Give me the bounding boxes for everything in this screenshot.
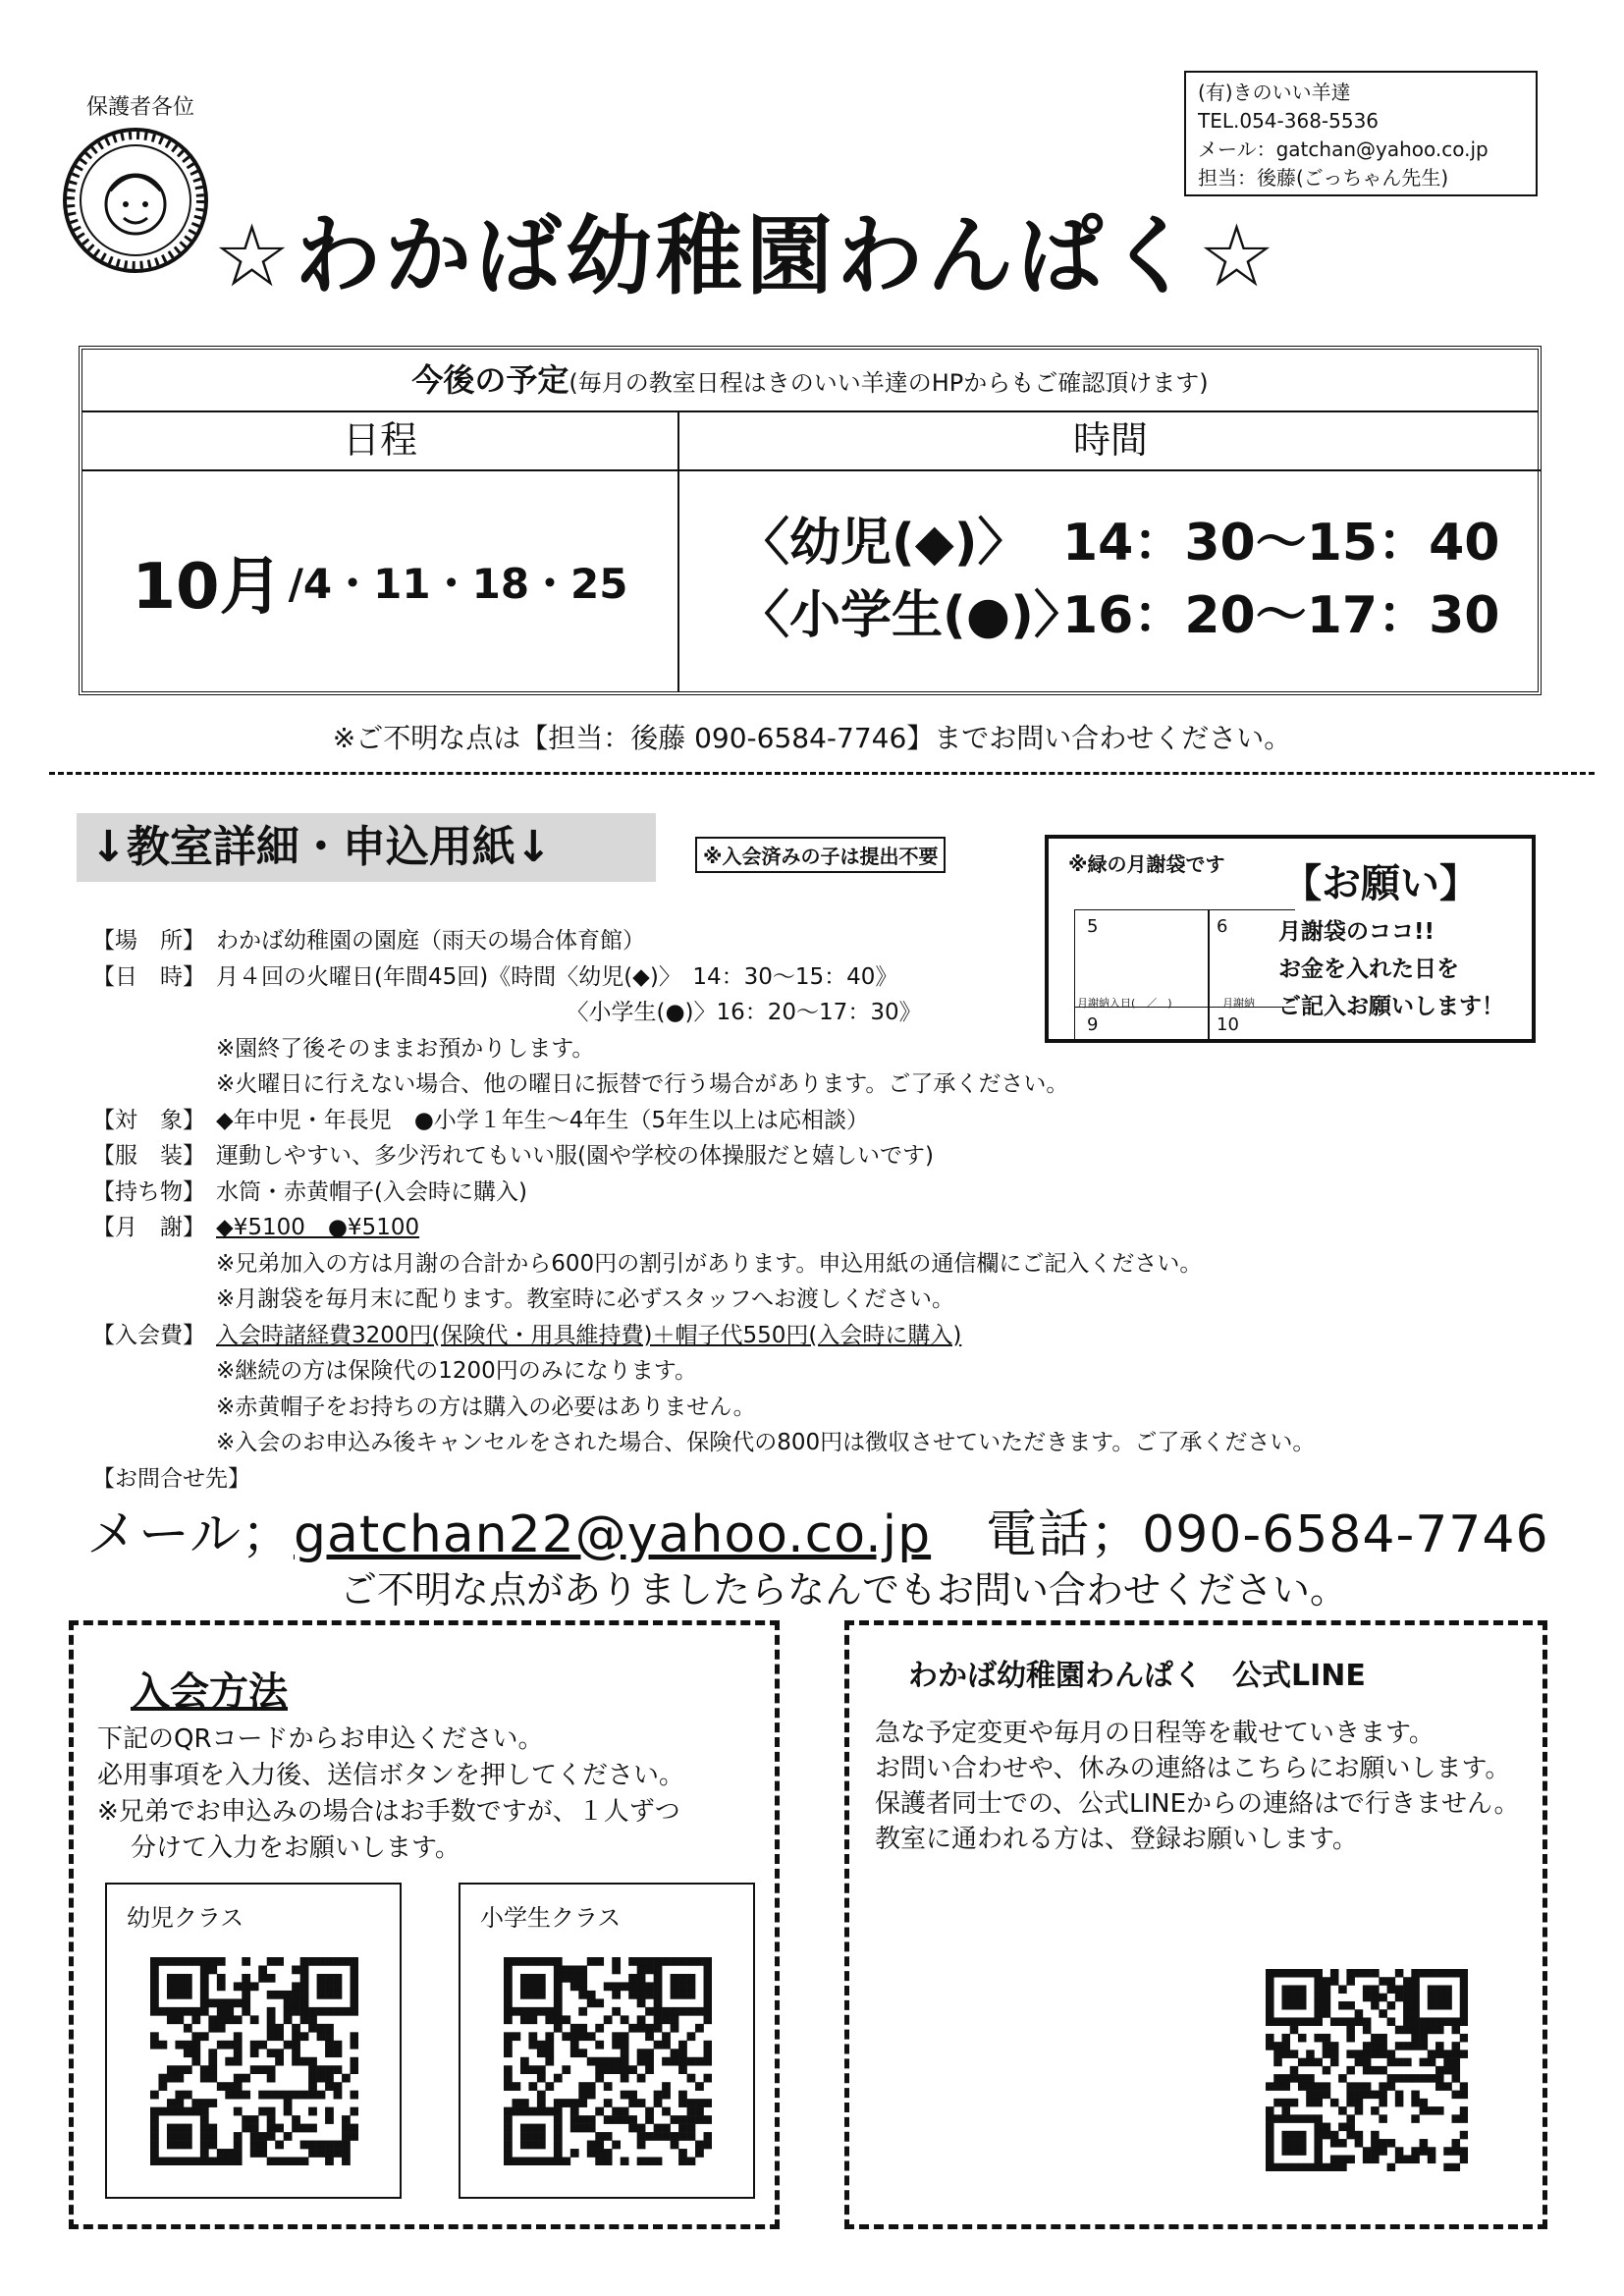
detail-text: ※火曜日に行えない場合、他の曜日に振替で行う場合があります。ご了承ください。 [216, 1071, 1069, 1097]
envelope-stamp-text: 月謝納入日( ／ ) [1077, 997, 1172, 1010]
detail-label: 【服 装】 [92, 1143, 205, 1169]
envelope-number: 5 [1087, 916, 1099, 937]
request-line: 月謝袋のココ!! [1278, 919, 1435, 945]
company-staff: 担当：後藤(ごっちゃん先生) [1198, 166, 1449, 190]
request-line: ご記入お願いします！ [1278, 994, 1504, 1019]
schedule-heading-row [82, 350, 1538, 412]
detail-text: 水筒・赤黄帽子(入会時に購入) [216, 1178, 527, 1205]
envelope-stamp-right: 月謝納 [1222, 997, 1255, 1010]
company-name: (有)きのいい羊達 [1198, 81, 1351, 104]
detail-note [92, 1031, 1565, 1067]
join-title: 入会方法 [131, 1669, 288, 1715]
inquiry-note: ※ご不明な点は【担当：後藤 090-6584-7746】までお問い合わせください。 [332, 722, 1292, 754]
detail-label: 【持ち物】 [92, 1178, 205, 1205]
line-official-box [844, 1620, 1547, 2229]
page-title: ☆わかば幼稚園わんぱく☆ [213, 205, 1279, 306]
envelope-number: 6 [1217, 916, 1228, 937]
detail-target [92, 1103, 1565, 1139]
detail-entry-fee [92, 1318, 1565, 1354]
qr-code-kids[interactable] [150, 1957, 358, 2165]
detail-text: 〈小学生(●)〉16：20〜17：30》 [216, 1000, 922, 1025]
join-method-box [69, 1620, 780, 2229]
details-section-title: ↓教室詳細・申込用紙↓ [77, 813, 656, 882]
detail-label: 【お問合せ先】 [92, 1465, 250, 1492]
detail-inquiry-label [92, 1461, 1565, 1498]
mail-prefix: メール； [86, 1505, 294, 1564]
schedule-col-time: 時間 [679, 410, 1542, 471]
contact-note: ご不明な点がありましたらなんでもお問い合わせください。 [340, 1568, 1348, 1612]
addressee: 保護者各位 [86, 95, 195, 120]
request-title: 【お願い】 [1282, 861, 1479, 906]
schedule-heading-note: (毎月の教室日程はきのいい羊達のHPからもご確認頂けます) [568, 369, 1209, 397]
schedule-heading: 今後の予定 [411, 361, 569, 399]
envelope-number: 9 [1087, 1014, 1099, 1035]
detail-note [92, 1353, 1565, 1390]
detail-text: 月４回の火曜日(年間45回)《時間〈幼児(◆)〉 14：30〜15：40》 [216, 963, 898, 990]
join-line: 下記のQRコードからお申込ください。 [97, 1724, 544, 1754]
detail-label: 【日 時】 [92, 963, 205, 990]
join-line: ※兄弟でお申込みの場合はお手数ですが、１人ずつ [97, 1797, 680, 1827]
schedule-row-time: 14：30〜15：40 [1062, 514, 1500, 573]
detail-text: ◆¥5100 ●¥5100 [216, 1215, 420, 1240]
qr-card-elementary [459, 1883, 755, 2199]
schedule-table [79, 346, 1542, 695]
detail-label: 【月 謝】 [92, 1215, 205, 1240]
detail-label: 【入会費】 [92, 1322, 205, 1348]
detail-belongings [92, 1175, 1565, 1211]
schedule-date-cell [82, 471, 677, 691]
line-text-line: お問い合わせや、休みの連絡はこちらにお願いします。 [875, 1754, 1511, 1783]
detail-text: ※月謝袋を毎月末に配ります。教室時に必ずスタッフへお渡しください。 [216, 1286, 955, 1312]
qr-label: 幼児クラス [127, 1904, 244, 1932]
join-line: 分けて入力をお願いします。 [131, 1833, 460, 1863]
schedule-col-date: 日程 [82, 410, 677, 471]
schedule-month: 10月 [132, 551, 283, 624]
detail-datetime-cont [92, 995, 1565, 1031]
company-mail: メール：gatchan@yahoo.co.jp [1198, 137, 1489, 161]
line-text-line: 急な予定変更や毎月の日程等を載せていきます。 [875, 1719, 1435, 1748]
envelope-caption: ※緑の月謝袋です [1068, 852, 1225, 876]
detail-datetime [92, 959, 1565, 996]
class-details-list [92, 923, 1565, 1497]
qr-label: 小学生クラス [480, 1904, 622, 1932]
schedule-days: /4・11・18・25 [288, 560, 628, 608]
detail-text: ※兄弟加入の方は月謝の合計から600円の割引があります。申込用紙の通信欄にご記入ください。 [216, 1250, 1203, 1277]
detail-note [92, 1390, 1565, 1426]
detail-text: ※入会のお申込み後キャンセルをされた場合、保険代の800円は徴収させていただきます。ご了承ください。 [216, 1430, 1316, 1455]
contact-line [86, 1493, 1549, 1566]
detail-text: ※園終了後そのままお預かりします。 [216, 1035, 595, 1062]
detail-place [92, 923, 1565, 959]
line-text-line: 教室に通われる方は、登録お願いします。 [875, 1825, 1358, 1854]
phone-prefix: 電話； [986, 1505, 1143, 1564]
detail-note [92, 1282, 1565, 1318]
detail-clothing [92, 1138, 1565, 1175]
company-contact-box [1184, 71, 1538, 196]
company-tel: TEL.054-368-5536 [1198, 109, 1380, 133]
envelope-number: 10 [1217, 1014, 1239, 1035]
schedule-row-label: 〈小学生(●)〉 [738, 586, 1085, 645]
join-instructions [97, 1722, 684, 1867]
detail-monthly-fee [92, 1210, 1565, 1246]
detail-note [92, 1066, 1565, 1103]
schedule-row-time: 16：20〜17：30 [1062, 586, 1500, 645]
contact-email-link[interactable]: gatchan22@yahoo.co.jp [293, 1505, 932, 1564]
schedule-row-kids [738, 501, 1499, 574]
detail-note [92, 1246, 1565, 1283]
detail-note [92, 1425, 1565, 1461]
join-line: 必用事項を入力後、送信ボタンを押してください。 [97, 1761, 685, 1790]
schedule-row-label: 〈幼児(◆)〉 [738, 514, 1029, 573]
detail-text: ※赤黄帽子をお持ちの方は購入の必要はありません。 [216, 1394, 756, 1420]
detail-text: ◆年中児・年長児 ●小学１年生〜4年生（5年生以上は応相談） [216, 1107, 870, 1133]
detail-label: 【場 所】 [92, 928, 205, 954]
no-submit-note: ※入会済みの子は提出不要 [695, 837, 946, 873]
schedule-time-cell [679, 471, 1542, 691]
qr-code-elementary[interactable] [504, 1957, 712, 2165]
cut-line-divider [49, 772, 1595, 775]
request-line: お金を入れた日を [1278, 957, 1459, 982]
line-description [875, 1716, 1523, 1857]
schedule-row-elementary [738, 574, 1499, 647]
contact-phone[interactable]: 090-6584-7746 [1142, 1505, 1549, 1564]
detail-label: 【対 象】 [92, 1107, 205, 1133]
detail-text: 運動しやすい、多少汚れてもいい服(園や学校の体操服だと嬉しいです) [216, 1143, 934, 1169]
qr-code-line[interactable] [1266, 1969, 1468, 2171]
detail-text: 入会時諸経費3200円(保険代・用具維持費)＋帽子代550円(入会時に購入) [216, 1322, 962, 1348]
line-title: わかば幼稚園わんぱく 公式LINE [908, 1659, 1366, 1693]
line-text-line: 保護者同士での、公式LINEからの連絡はで行きません。 [875, 1789, 1520, 1819]
detail-text: ※継続の方は保険代の1200円のみになります。 [216, 1358, 697, 1384]
qr-card-kids [105, 1883, 402, 2199]
detail-text: わかば幼稚園の園庭（雨天の場合体育館） [216, 928, 645, 954]
